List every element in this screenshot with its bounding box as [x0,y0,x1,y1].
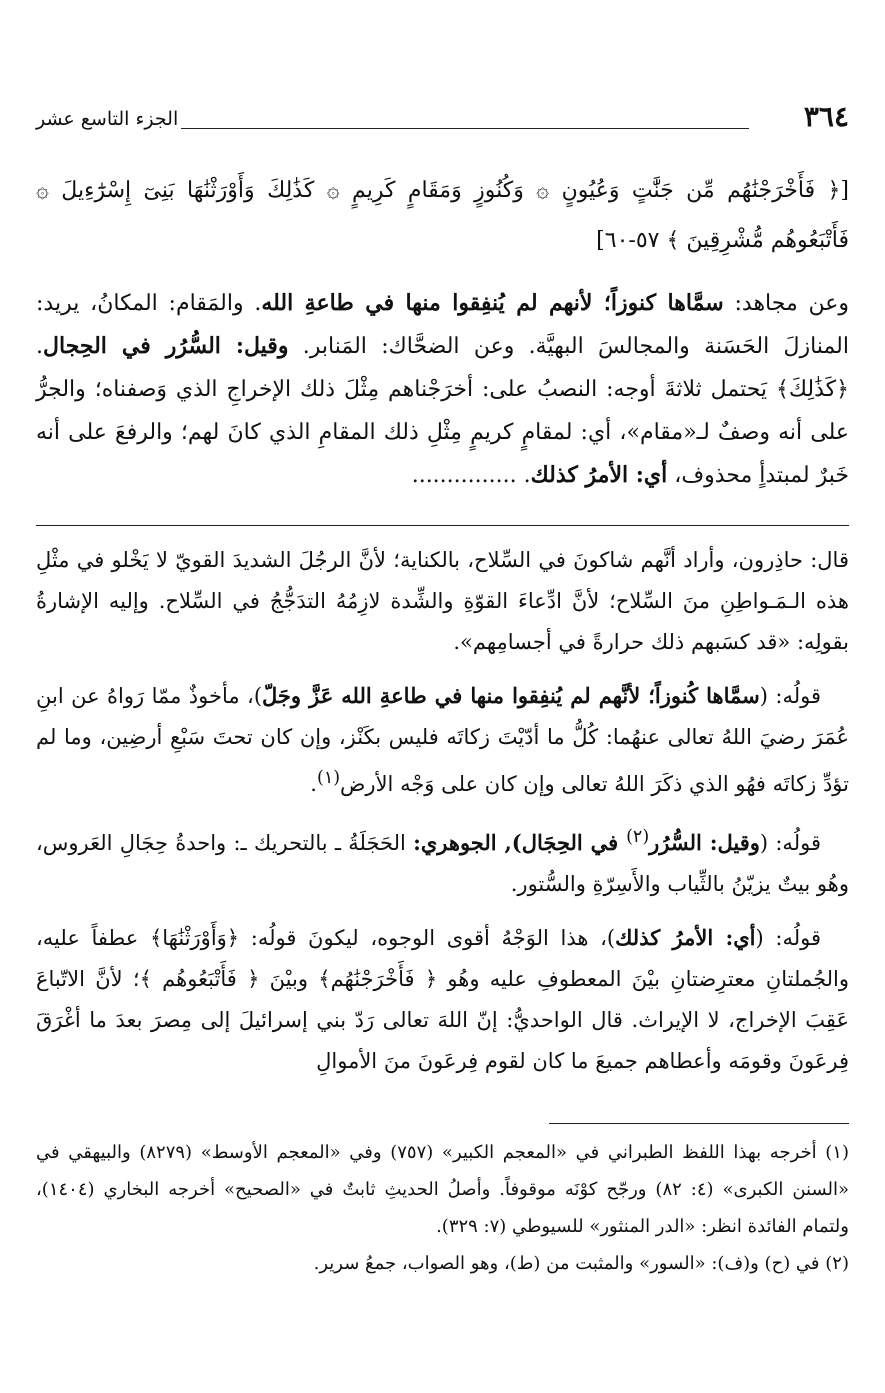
quran-verse-block [36,166,849,266]
gloss-text: . [310,772,317,796]
main-commentary [36,282,849,497]
footnote-ref[interactable]: (١) [316,768,341,788]
commentary-text: وعن مجاهد: [723,291,850,316]
footnote-ref[interactable]: (٢) [626,827,650,847]
gloss-bold-phrase: سمَّاها كُنوزاً؛ لأنَّهم لم يُنفِقوا منها في طاعةِ الله عَزَّ وجَلّ [262,683,760,708]
footnote-2: (٢) في (ح) و(ف): «السور» والمثبت من (ط)، وهو الصواب، جمعُ سرير. [313,1253,849,1274]
gloss-text: )، مأخوذٌ ممّا رَواهُ عن ابنِ عُمَرَ رضيَ اللهُ تعالى عنهُما: كُلُّ ما أدّيْتَ زكاتَه فليس بكَنْز، وإن كان تحتَ سَبْعِ أرضِين، وما لم تؤدِّ زكاتَه فهُو الذي ذكَرَ اللهُ تعالى وإن كان على وَجْه الأرض [36,684,849,796]
gloss-bold-phrase: أي: الأمرُ كذلك [615,925,756,950]
footnote-divider [549,1123,849,1124]
gloss-bold-phrase: وقيل: السُّرُر [649,830,760,855]
header-rule [181,128,749,129]
gloss-text: قولُه: ( [755,926,821,950]
quran-verse: [﴿ فَأَخْرَجْنَٰهُم مِّن جَنَّٰتٍ وَعُيُونٍ ۞ وَكُنُوزٍ وَمَقَامٍ كَرِيمٍ ۞ كَذَٰلِكَ وَأَوْرَثْنَٰهَا بَنِىٓ إِسْرَٰٓءِيلَ ۞ فَأَتْبَعُوهُم مُّشْرِقِينَ ﴾ ٥٧-٦٠] [36,178,849,253]
gloss-paragraph-1: قال: حاذِرون، وأراد أنَّهم شاكونَ في السِّلاح، بالكناية؛ لأنَّ الرجُلَ الشديدَ القويّ لا يَخْلو في مثْلِ هذه الـمَـواطِنِ منَ السِّلاح؛ لأنَّ ادِّعاءَ القوّةِ والشِّدة لازِمُهُ التدَجُّجُ في السِّلاح. وإليه الإشارةُ بقولِه: «قد كسَبهم ذلك حرارةً في أجسامِهم». [36,548,849,654]
gloss-text: قولُه: ( [759,684,821,708]
gloss-paragraph-3 [36,817,849,905]
page-number: ٣٦٤ [803,100,849,133]
footnotes [36,1134,849,1282]
commentary-bold-phrase: سمَّاها كنوزاً؛ لأنهم لم يُنفِقوا منها في طاعةِ الله [261,290,724,316]
gloss-paragraph-2 [36,675,849,805]
commentary-text: . والمَقام: المكانُ، يريد: المنازلَ الحَسَنة والمجالسَ البهيَّة. وعن الضحَّاك: المَنابر. [36,291,849,359]
gloss-bold-phrase: في الحِجَال), الجوهري: [413,830,627,855]
footnote-1: (١) أخرجه بهذا اللفظ الطبراني في «المعجم الكبير» (٧٥٧) وفي «المعجم الأوسط» (٨٢٧٩) والبيهقي في «السنن الكبرى» (٤: ٨٢) ورجّح كوْنَه موقوفاً. وأصلُ الحديثِ ثابتٌ في «الصحيح» أخرجه البخاري (١٤٠٤)، ولتمام الفائدة انظر: «الدر المنثور» للسيوطي (٧: ٣٢٩). [36,1142,850,1237]
gloss-section [36,540,849,1094]
running-title: الجزء التاسع عشر [36,108,179,130]
page-header [36,100,849,140]
commentary-dots: . ............... [411,463,531,488]
gloss-text: الحَجَلَةُ ـ بالتحريك ـ: واحدةُ حِجَالِ العَروس، وهُو بيتٌ يزيّنُ بالثِّياب والأَسِرّةِ والسُّتور. [36,831,849,896]
commentary-text: . ﴿كَذَٰلِكَ﴾ يَحتمل ثلاثةَ أوجه: النصبُ على: أخرَجْناهم مِثْلَ ذلك الإخراجِ الذي وَصفناه؛ والجرُّ على أنه وصفٌ لـ«مقام»، أي: لمقامٍ كريمٍ مِثْلِ ذلك المقامِ الذي كانَ لهم؛ والرفعَ على أنه خَبرٌ لمبتدأٍ محذوف، [36,334,849,488]
gloss-text: )، هذا الوَجْهُ أقوى الوجوه، ليكونَ قولُه: ﴿وَأَوْرَثْنَٰهَا﴾ عطفاً عليه، والجُملتانِ معترِضتانِ بيْنَ المعطوفِ عليه وهُو ﴿ فَأَخْرَجْنَٰهُم﴾ وبيْنَ ﴿ فَأَتْبَعُوهُم ﴾؛ لأنَّ الاتّباعَ عَقِبَ الإخراج، لا الإيراث. قال الواحديُّ: إنّ اللهَ تعالى رَدّ بني إسرائيلَ إلى مِصرَ بعدَ ما أغْرَقَ فِرعَونَ وقومَه وأعطاهم جميعَ ما كان لقوم فِرعَونَ منَ الأموالِ [36,926,849,1073]
section-divider [36,525,849,526]
commentary-bold-phrase: وقيل: السُّرُر في الحِجال [43,333,289,359]
gloss-paragraph-4 [36,917,849,1082]
commentary-bold-phrase: أي: الأمرُ كذلك [530,462,668,488]
gloss-text: قولُه: ( [759,831,821,855]
